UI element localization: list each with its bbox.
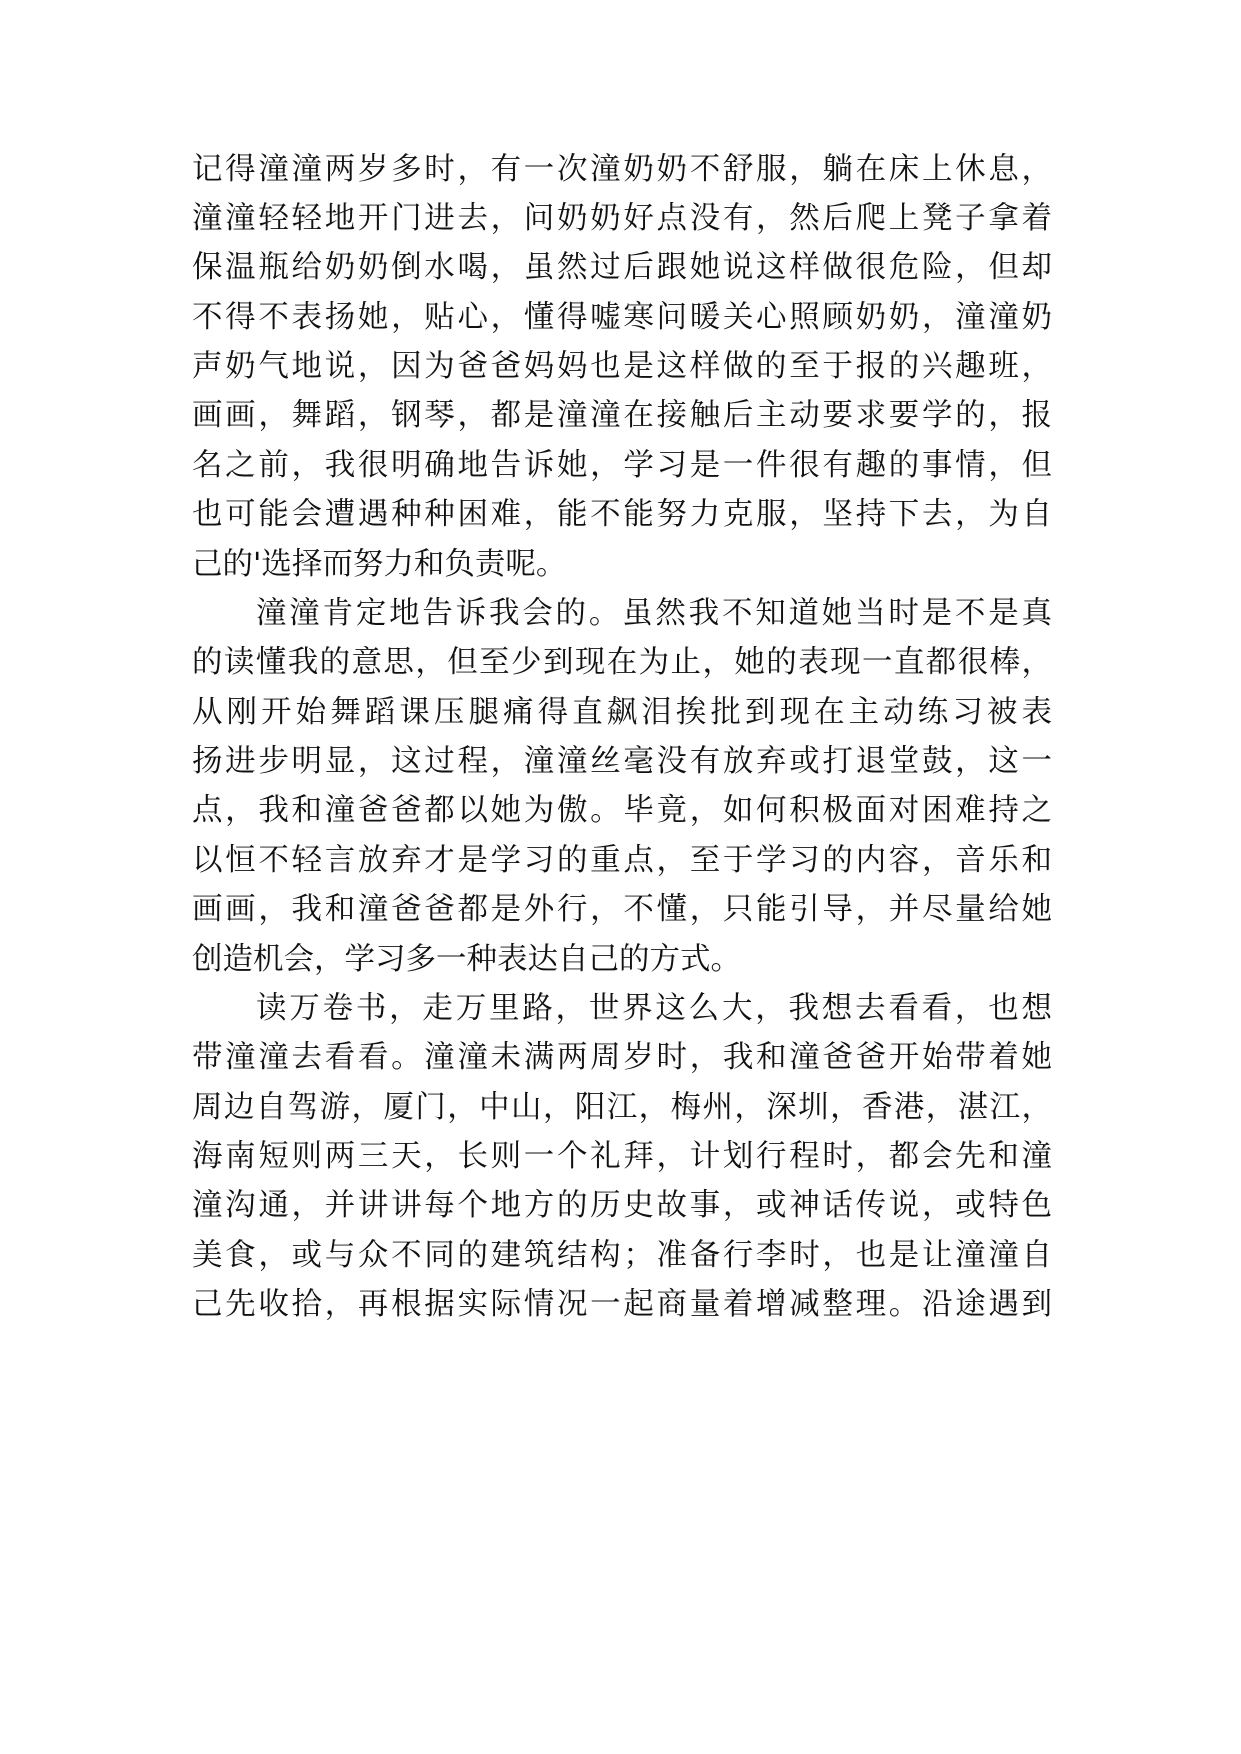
text-line: 从刚开始舞蹈课压腿痛得直飙泪挨批到现在主动练习被表 bbox=[192, 695, 1052, 730]
text-line: 海南短则两三天，长则一个礼拜，计划行程时，都会先和潼 bbox=[192, 1139, 1052, 1174]
text-line: 不得不表扬她，贴心，懂得嘘寒问暖关心照顾奶奶，潼潼奶 bbox=[192, 300, 1052, 335]
text-line: 名之前，我很明确地告诉她，学习是一件很有趣的事情，但 bbox=[192, 448, 1052, 483]
text-line: 扬进步明显，这过程，潼潼丝毫没有放弃或打退堂鼓，这一 bbox=[192, 744, 1052, 779]
text-line: 美食，或与众不同的建筑结构；准备行李时，也是让潼潼自 bbox=[192, 1238, 1052, 1273]
text-line: 己先收拾，再根据实际情况一起商量着增减整理。沿途遇到 bbox=[192, 1287, 1052, 1322]
paragraph-first-line: 潼潼肯定地告诉我会的。虽然我不知道她当时是不是真 bbox=[256, 596, 1052, 631]
text-line: 以恒不轻言放弃才是学习的重点，至于学习的内容，音乐和 bbox=[192, 843, 1052, 878]
text-line: 潼沟通，并讲讲每个地方的历史故事，或神话传说，或特色 bbox=[192, 1188, 1052, 1223]
text-line: 周边自驾游，厦门，中山，阳江，梅州，深圳，香港，湛江， bbox=[192, 1090, 1052, 1125]
text-line: 也可能会遭遇种种困难，能不能努力克服，坚持下去，为自 bbox=[192, 497, 1052, 532]
text-line: 带潼潼去看看。潼潼未满两周岁时，我和潼爸爸开始带着她 bbox=[192, 1040, 1052, 1075]
paragraph-first-line: 读万卷书，走万里路，世界这么大，我想去看看，也想 bbox=[256, 991, 1052, 1026]
text-line: 创造机会，学习多一种表达自己的方式。 bbox=[192, 942, 741, 977]
text-line: 声奶气地说，因为爸爸妈妈也是这样做的至于报的兴趣班， bbox=[192, 349, 1052, 384]
text-line: 的读懂我的意思，但至少到现在为止，她的表现一直都很棒， bbox=[192, 645, 1052, 680]
text-line: 点，我和潼爸爸都以她为傲。毕竟，如何积极面对困难持之 bbox=[192, 793, 1052, 828]
text-line: 画画，我和潼爸爸都是外行，不懂，只能引导，并尽量给她 bbox=[192, 892, 1052, 927]
text-line: 保温瓶给奶奶倒水喝，虽然过后跟她说这样做很危险，但却 bbox=[192, 250, 1052, 285]
text-line: 记得潼潼两岁多时，有一次潼奶奶不舒服，躺在床上休息， bbox=[192, 152, 1052, 187]
text-line: 己的'选择而努力和负责呢。 bbox=[192, 547, 567, 582]
text-line: 画画，舞蹈，钢琴，都是潼潼在接触后主动要求要学的，报 bbox=[192, 398, 1052, 433]
text-line: 潼潼轻轻地开门进去，问奶奶好点没有，然后爬上凳子拿着 bbox=[192, 201, 1052, 236]
